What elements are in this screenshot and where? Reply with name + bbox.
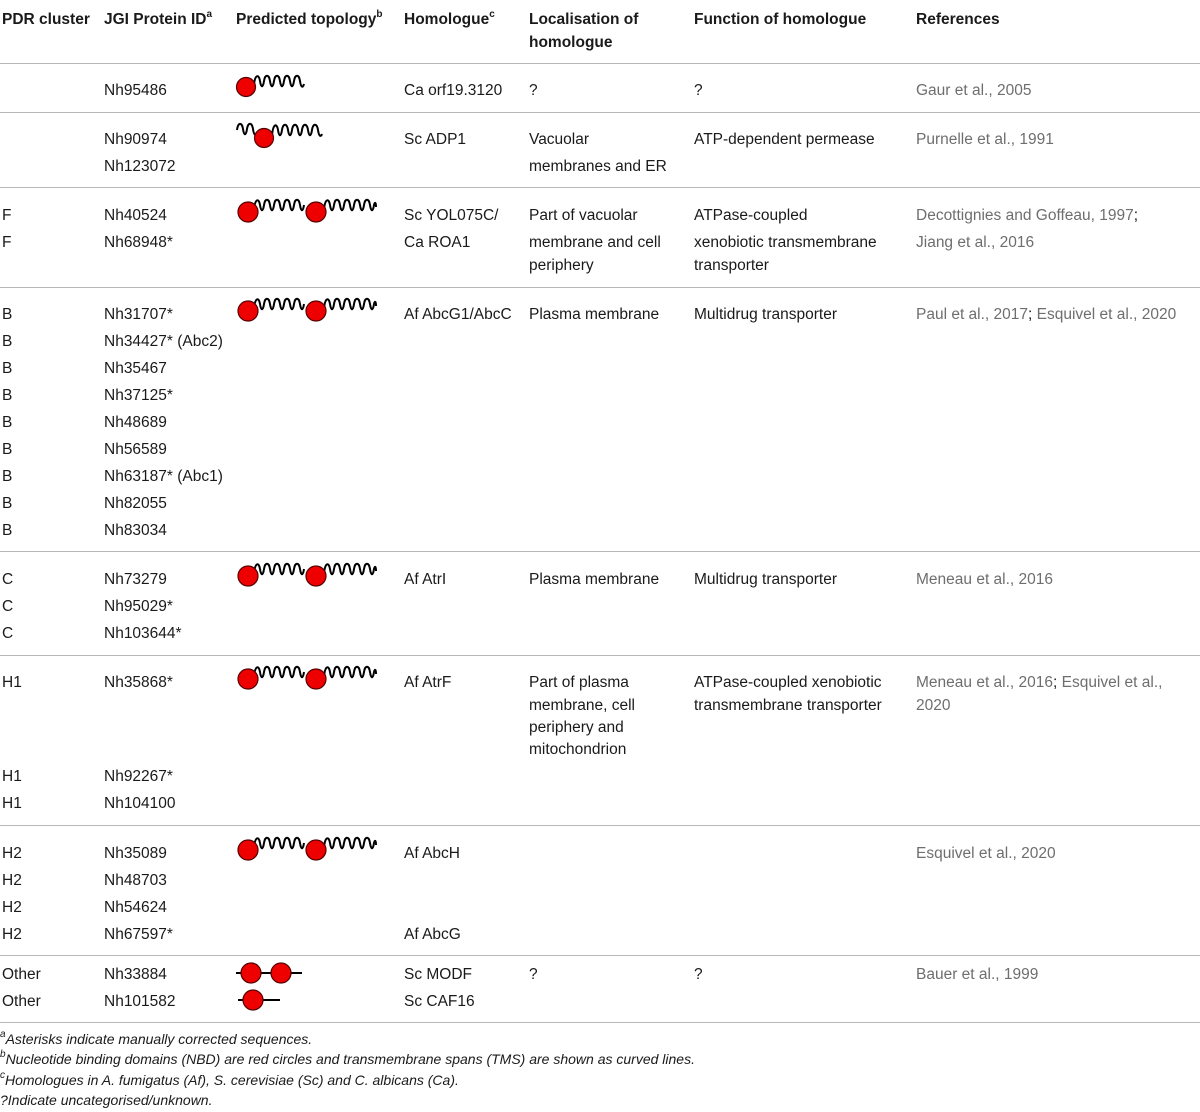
reference: 2020 [916,697,951,714]
pdr-cluster: B [2,360,13,377]
function: ATPase-coupled xenobiotic [694,674,882,691]
pdr-cluster: C [2,625,14,642]
nbd-tms-topology-icon [234,68,314,100]
header-pdr-cluster: PDR cluster [2,11,90,28]
nbd-tms-topology-icon [234,831,379,865]
protein-id: Nh40524 [104,207,167,224]
homologue: Sc ADP1 [404,131,467,148]
header-references: References [916,11,1000,28]
pdr-cluster: H1 [2,795,22,812]
row-separator [0,655,1200,656]
pdr-cluster: Other [2,966,41,983]
header-homologue: Homologue$^c$ [404,8,495,28]
protein-id: Nh48689 [104,414,167,431]
header-localisation-line1: Localisation of [529,11,639,28]
protein-id: Nh56589 [104,441,167,458]
row-separator [0,287,1200,288]
protein-id: Nh103644* [104,625,182,642]
reference: Jiang et al., 2016 [916,234,1035,251]
protein-id: Nh68948* [104,234,173,251]
reference: Decottignies and Goffeau, 1997; [916,207,1139,224]
localisation: Vacuolar [529,131,590,148]
protein-id: Nh35089 [104,845,167,862]
homologue: Sc YOL075C/ [404,207,499,224]
pdr-cluster: B [2,468,13,485]
header-protein-id: JGI Protein $ID^a$ [104,8,213,28]
protein-id: Nh48703 [104,872,167,889]
function: transmembrane transporter [694,697,882,714]
protein-id: Nh95486 [104,82,167,99]
protein-id: Nh37125* [104,387,173,404]
function: ATPase-coupled [694,207,808,224]
footnote-b: $^b$Nucleotide binding domains (NBD) are red circles and transmembrane spans (TMS) are shown as curved lines. [0,1049,695,1067]
localisation: mitochondrion [529,741,627,758]
function: ? [694,966,703,983]
pdr-cluster: H2 [2,872,22,889]
protein-id: Nh35467 [104,360,167,377]
nbd-tms-topology-icon [234,116,334,150]
homologue: Af AtrI [404,571,447,588]
reference: Paul et al., 2017; Esquivel et al., 2020 [916,306,1177,323]
protein-id: Nh95029* [104,598,173,615]
pdr-cluster: Other [2,993,41,1010]
header-function: Function of homologue [694,11,867,28]
localisation: membrane, cell [529,697,635,714]
row-separator [0,1022,1200,1023]
reference: Purnelle et al., 1991 [916,131,1054,148]
homologue: Ca ROA1 [404,234,471,251]
pdr-cluster: B [2,495,13,512]
function: ? [694,82,703,99]
pdr-cluster: B [2,333,13,350]
function: transporter [694,257,769,274]
header-localisation-line2: homologue [529,34,613,51]
pdr-cluster: B [2,522,13,539]
function: Multidrug transporter [694,571,838,588]
protein-id: Nh73279 [104,571,167,588]
localisation: Part of plasma [529,674,629,691]
function: xenobiotic transmembrane [694,234,877,251]
protein-id: Nh67597* [104,926,173,943]
footnote-a: $^a$Asterisks indicate manually corrected sequences. [0,1029,313,1047]
single-nbd-topology-icon [234,987,294,1013]
homologue: Ca orf19.3120 [404,82,503,99]
footnote-c: $^c$Homologues in A. fumigatus (Af), S. cerevisiae (Sc) and C. albicans (Ca). [0,1070,459,1088]
pdr-cluster: F [2,207,12,224]
protein-id: Nh101582 [104,993,176,1010]
localisation: periphery and [529,719,624,736]
reference: Esquivel et al., 2020 [916,845,1056,862]
protein-id: Nh54624 [104,899,167,916]
header-topology: Predicted topology$^b$ [236,8,383,28]
nbd-tms-topology-icon [234,557,379,591]
row-separator [0,825,1200,826]
pdr-cluster: H2 [2,899,22,916]
protein-id: Nh90974 [104,131,167,148]
homologue: Af AbcH [404,845,460,862]
nbd-tms-topology-icon [234,292,379,326]
protein-id: Nh92267* [104,768,173,785]
row-separator [0,955,1200,956]
reference: Bauer et al., 1999 [916,966,1039,983]
protein-id: Nh83034 [104,522,167,539]
pdr-cluster: B [2,387,13,404]
pdr-cluster: B [2,414,13,431]
pdr-cluster: H1 [2,674,22,691]
homologue: Sc CAF16 [404,993,475,1010]
function: Multidrug transporter [694,306,838,323]
protein-id: Nh104100 [104,795,176,812]
localisation: membranes and ER [529,158,667,175]
pdr-cluster: C [2,598,14,615]
protein-id: Nh35868* [104,674,173,691]
localisation: periphery [529,257,594,274]
protein-id: Nh63187* (Abc1) [104,468,223,485]
row-separator [0,551,1200,552]
pdr-cluster: H2 [2,845,22,862]
localisation: ? [529,82,538,99]
homologue: Sc MODF [404,966,473,983]
localisation: Part of vacuolar [529,207,638,224]
row-separator [0,63,1200,64]
homologue: Af AbcG [404,926,461,943]
homologue: Af AtrF [404,674,452,691]
protein-id: Nh123072 [104,158,176,175]
function: ATP-dependent permease [694,131,875,148]
localisation: ? [529,966,538,983]
protein-id: Nh82055 [104,495,167,512]
protein-id: Nh31707* [104,306,173,323]
pdr-cluster: B [2,441,13,458]
reference: Gaur et al., 2005 [916,82,1032,99]
localisation: Plasma membrane [529,571,660,588]
reference: Meneau et al., 2016 [916,571,1054,588]
row-separator [0,187,1200,188]
localisation: Plasma membrane [529,306,660,323]
pdr-cluster: B [2,306,13,323]
row-separator [0,112,1200,113]
localisation: membrane and cell [529,234,661,251]
protein-id: Nh34427* (Abc2) [104,333,223,350]
protein-id: Nh33884 [104,966,167,983]
nbd-tms-topology-icon [234,193,379,227]
pdr-cluster: H1 [2,768,22,785]
pdr-cluster: C [2,571,14,588]
pdr-cluster: H2 [2,926,22,943]
pdr-cluster: F [2,234,12,251]
nbd-tms-topology-icon [234,660,379,694]
nbd-nbd-topology-icon [234,960,314,986]
footnote-unknown: ?Indicate uncategorised/unknown. [0,1092,213,1108]
reference: Meneau et al., 2016; Esquivel et al., [916,674,1163,691]
homologue: Af AbcG1/AbcC [404,306,512,323]
